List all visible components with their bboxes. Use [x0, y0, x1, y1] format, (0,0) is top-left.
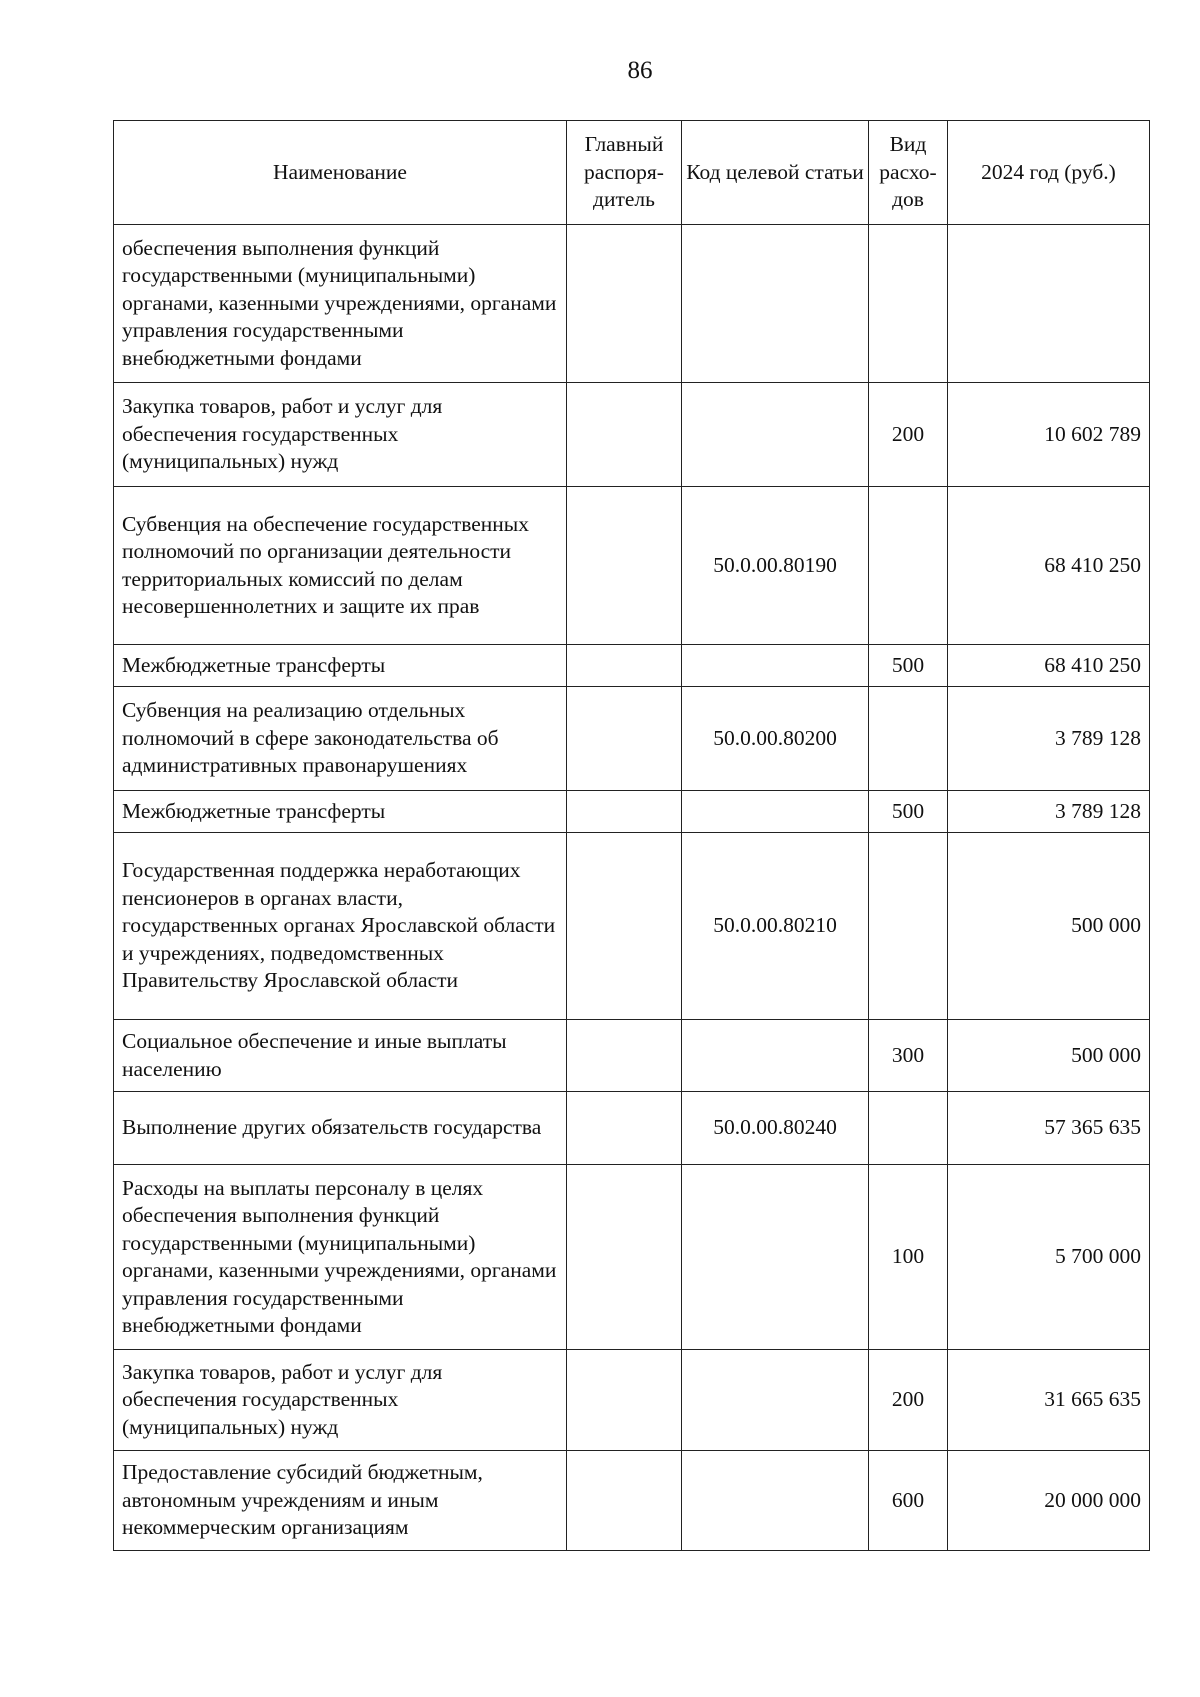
row-name: Предоставление субсидий бюджетным, автономным учреждениям и иным некоммерческим организациям	[114, 1451, 567, 1551]
row-amount: 68 410 250	[948, 645, 1150, 687]
row-manager	[567, 487, 682, 645]
row-manager	[567, 833, 682, 1020]
header-name: Наименование	[114, 121, 567, 225]
row-manager	[567, 645, 682, 687]
table-row	[114, 687, 1150, 791]
row-name: Закупка товаров, работ и услуг для обеспечения государственных (муниципальных) нужд	[114, 1350, 567, 1451]
row-name: Социальное обеспечение и иные выплаты населению	[114, 1020, 567, 1092]
row-code	[682, 1020, 869, 1092]
table-row	[114, 1092, 1150, 1165]
row-type	[869, 225, 948, 383]
table-row	[114, 225, 1150, 383]
table-row	[114, 487, 1150, 645]
row-manager	[567, 1092, 682, 1165]
row-type	[869, 1092, 948, 1165]
row-amount: 68 410 250	[948, 487, 1150, 645]
row-code	[682, 1165, 869, 1350]
row-code: 50.0.00.80200	[682, 687, 869, 791]
row-code: 50.0.00.80210	[682, 833, 869, 1020]
row-manager	[567, 1451, 682, 1551]
table-row	[114, 1451, 1150, 1551]
row-name: Субвенция на обеспечение государственных полномочий по организации деятельности территориальных комиссий по делам несовершеннолетних и защите их прав	[114, 487, 567, 645]
row-type	[869, 487, 948, 645]
row-code	[682, 645, 869, 687]
table-row	[114, 645, 1150, 687]
row-manager	[567, 1020, 682, 1092]
row-manager	[567, 383, 682, 487]
row-name: Расходы на выплаты персоналу в целях обеспечения выполнения функций государственными (муниципальными) органами, казенными учреждениями, органами управления государственными внебюджетными фондами	[114, 1165, 567, 1350]
row-manager	[567, 225, 682, 383]
row-code	[682, 1350, 869, 1451]
row-code	[682, 383, 869, 487]
row-code: 50.0.00.80190	[682, 487, 869, 645]
header-expense-type: Вид расхо-дов	[869, 121, 948, 225]
table-row	[114, 1165, 1150, 1350]
row-manager	[567, 1350, 682, 1451]
table-header-row	[114, 121, 1150, 225]
row-type: 500	[869, 645, 948, 687]
header-main-manager: Главный распоря-дитель	[567, 121, 682, 225]
table-row	[114, 1020, 1150, 1092]
row-code	[682, 1451, 869, 1551]
row-amount: 57 365 635	[948, 1092, 1150, 1165]
row-type	[869, 833, 948, 1020]
row-type: 300	[869, 1020, 948, 1092]
row-type	[869, 687, 948, 791]
row-code: 50.0.00.80240	[682, 1092, 869, 1165]
budget-table	[113, 120, 1150, 1551]
row-manager	[567, 1165, 682, 1350]
row-name: обеспечения выполнения функций государственными (муниципальными) органами, казенными учреждениями, органами управления государственными внебюджетными фондами	[114, 225, 567, 383]
row-amount: 3 789 128	[948, 791, 1150, 833]
row-name: Выполнение других обязательств государства	[114, 1092, 567, 1165]
row-amount: 500 000	[948, 1020, 1150, 1092]
page-number: 86	[627, 57, 653, 84]
row-amount: 10 602 789	[948, 383, 1150, 487]
row-manager	[567, 687, 682, 791]
row-amount: 31 665 635	[948, 1350, 1150, 1451]
row-amount	[948, 225, 1150, 383]
row-type: 500	[869, 791, 948, 833]
row-name: Межбюджетные трансферты	[114, 645, 567, 687]
table-row	[114, 1350, 1150, 1451]
header-target-code: Код целевой статьи	[682, 121, 869, 225]
row-name: Субвенция на реализацию отдельных полномочий в сфере законодательства об административных правонарушениях	[114, 687, 567, 791]
row-name: Государственная поддержка неработающих пенсионеров в органах власти, государственных органах Ярославской области и учреждениях, подведомственных Правительству Ярославской области	[114, 833, 567, 1020]
row-type: 200	[869, 1350, 948, 1451]
row-code	[682, 225, 869, 383]
row-amount: 500 000	[948, 833, 1150, 1020]
row-amount: 5 700 000	[948, 1165, 1150, 1350]
row-amount: 20 000 000	[948, 1451, 1150, 1551]
row-type: 200	[869, 383, 948, 487]
row-name: Закупка товаров, работ и услуг для обеспечения государственных (муниципальных) нужд	[114, 383, 567, 487]
header-year-2024: 2024 год (руб.)	[948, 121, 1150, 225]
row-code	[682, 791, 869, 833]
row-type: 100	[869, 1165, 948, 1350]
table-row	[114, 383, 1150, 487]
row-name: Межбюджетные трансферты	[114, 791, 567, 833]
table-row	[114, 833, 1150, 1020]
table-row	[114, 791, 1150, 833]
row-type: 600	[869, 1451, 948, 1551]
row-amount: 3 789 128	[948, 687, 1150, 791]
row-manager	[567, 791, 682, 833]
